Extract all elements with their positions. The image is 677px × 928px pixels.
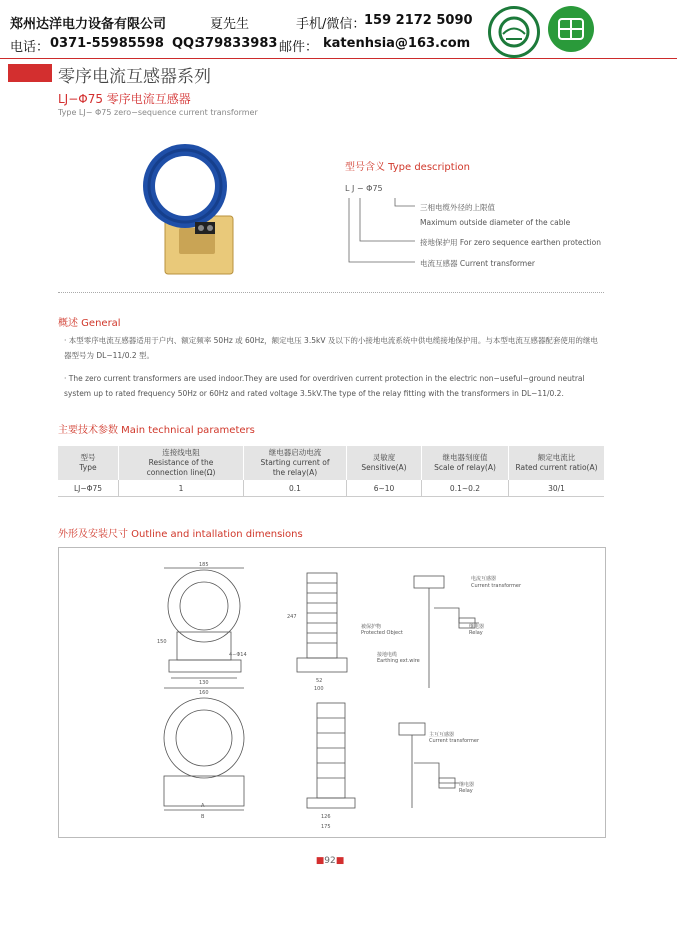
- col-sensitive: 灵敏度 Sensitive(A): [347, 446, 422, 480]
- svg-text:B: B: [201, 814, 205, 820]
- side-view-bottom-drawing: [307, 703, 355, 830]
- col-ratio: 额定电流比 Rated current ratio(A): [509, 446, 605, 480]
- svg-text:主互互感器: 主互互感器: [429, 732, 455, 738]
- outline-heading: 外形及安装尺寸 Outline and intallation dimensions: [58, 529, 303, 540]
- email-address: katenhsia@163.com: [323, 36, 471, 51]
- front-view-bottom-drawing: [164, 698, 244, 820]
- type-item-diameter-en: Maximum outside diameter of the cable: [420, 218, 571, 227]
- svg-text:A: A: [201, 803, 205, 809]
- cell-scale: 0.1~0.2: [422, 480, 509, 497]
- svg-text:160: 160: [199, 690, 209, 696]
- phone-label: 电话：: [10, 40, 50, 55]
- brand-logo-icon: [548, 6, 594, 52]
- company-name: 郑州达洋电力设备有限公司: [10, 17, 167, 32]
- params-header-row: [58, 446, 604, 480]
- page-title: 零序电流互感器系列: [58, 67, 211, 87]
- email-label: 邮件：: [279, 40, 319, 55]
- qq-number: 379833983: [196, 36, 278, 51]
- general-text-cn: · 本型零序电流互感器适用于户内、额定频率 50Hz 或 60Hz，额定电压 3.5kV 及以下的小接地电流系统中供电缆接地保护用。与本型电流互感器配套使用的继电器型号为 DL−11/0.2 型。: [64, 336, 598, 360]
- product-subtitle-cn: LJ−Φ75 零序电流互感器: [58, 92, 191, 106]
- type-description-heading: 型号含义 Type description: [345, 162, 470, 173]
- cell-sensitive: 6~10: [347, 480, 422, 497]
- product-photo: [135, 138, 245, 278]
- table-row: [58, 480, 604, 497]
- col-resistance: 连接线电阻 Resistance of the connection line(Ω): [119, 446, 244, 480]
- svg-text:130: 130: [199, 680, 209, 686]
- general-text-en: · The zero current transformers are used indoor.They are used for overdriven current protection in the electric non−useful−ground neutral system up to rated frequency 50Hz or 60Hz and rated voltage 3.5kV.The type of the relay fitting with the transformers in DL−11/0.2.: [64, 374, 585, 398]
- phone-number: 0371-55985598: [50, 36, 164, 51]
- type-item-protection-cn: 接地保护用: [420, 238, 458, 247]
- wiring-diagram-top: [361, 575, 522, 688]
- general-heading: 概述 General: [58, 318, 121, 329]
- outline-drawing: [58, 547, 606, 838]
- type-item-ct-cn: 电流互感器: [420, 259, 458, 268]
- section-divider: [58, 292, 604, 293]
- svg-text:52: 52: [316, 678, 323, 684]
- svg-text:被保护物: 被保护物: [361, 624, 382, 630]
- svg-text:Current transformer: Current transformer: [471, 583, 522, 589]
- col-scale: 继电器刻度值 Scale of relay(A): [422, 446, 509, 480]
- col-type: 型号 Type: [58, 446, 119, 480]
- cell-type: LJ−Φ75: [73, 483, 103, 493]
- wiring-diagram-bottom: [399, 723, 480, 808]
- svg-text:Earthing ext.wire: Earthing ext.wire: [377, 658, 420, 664]
- product-subtitle-en: Type LJ− Φ75 zero−sequence current transformer: [58, 108, 258, 117]
- svg-text:4−Φ14: 4−Φ14: [229, 652, 247, 658]
- page-number: ■92■: [315, 856, 345, 866]
- svg-text:继电器: 继电器: [459, 782, 475, 788]
- svg-text:150: 150: [157, 639, 167, 645]
- type-item-diameter-cn: 三相电缆外径的上限值: [420, 203, 495, 212]
- svg-text:Protected Object: Protected Object: [361, 630, 403, 636]
- svg-text:185: 185: [199, 562, 209, 568]
- side-view-drawing: [287, 573, 347, 692]
- params-heading: 主要技术参数 Main technical parameters: [58, 425, 255, 436]
- svg-text:Current transformer: Current transformer: [429, 738, 480, 744]
- cell-starting-current: 0.1: [244, 480, 347, 497]
- svg-text:126: 126: [321, 814, 331, 820]
- svg-text:247: 247: [287, 614, 297, 620]
- mobile-number: 159 2172 5090: [364, 13, 473, 28]
- svg-text:Relay: Relay: [459, 788, 473, 794]
- contact-header: [0, 0, 677, 59]
- cell-resistance: 1: [119, 480, 244, 497]
- type-code: L J − Φ75: [345, 184, 383, 193]
- type-item-protection-en: For zero sequence earthen protection: [459, 238, 602, 247]
- col-starting-current: 继电器启动电流 Starting current of the relay(A): [244, 446, 347, 480]
- contact-person: 夏先生: [210, 17, 250, 32]
- front-view-drawing: [157, 562, 247, 696]
- title-accent-bar: [8, 64, 52, 82]
- svg-text:继电器: 继电器: [469, 624, 485, 630]
- svg-text:接地电缆: 接地电缆: [377, 652, 398, 658]
- type-code-leader-lines: [345, 196, 415, 266]
- svg-text:电流互感器: 电流互感器: [471, 576, 497, 582]
- qq-label: QQ:: [172, 36, 200, 51]
- type-item-ct-en: Current transformer: [459, 259, 535, 268]
- svg-text:175: 175: [321, 824, 331, 830]
- params-table: [58, 446, 604, 497]
- svg-text:100: 100: [314, 686, 324, 692]
- mobile-label: 手机/微信：: [296, 17, 366, 32]
- cell-ratio: 30/1: [509, 480, 605, 497]
- grid-logo-icon: [488, 6, 540, 58]
- svg-text:Relay: Relay: [469, 630, 483, 636]
